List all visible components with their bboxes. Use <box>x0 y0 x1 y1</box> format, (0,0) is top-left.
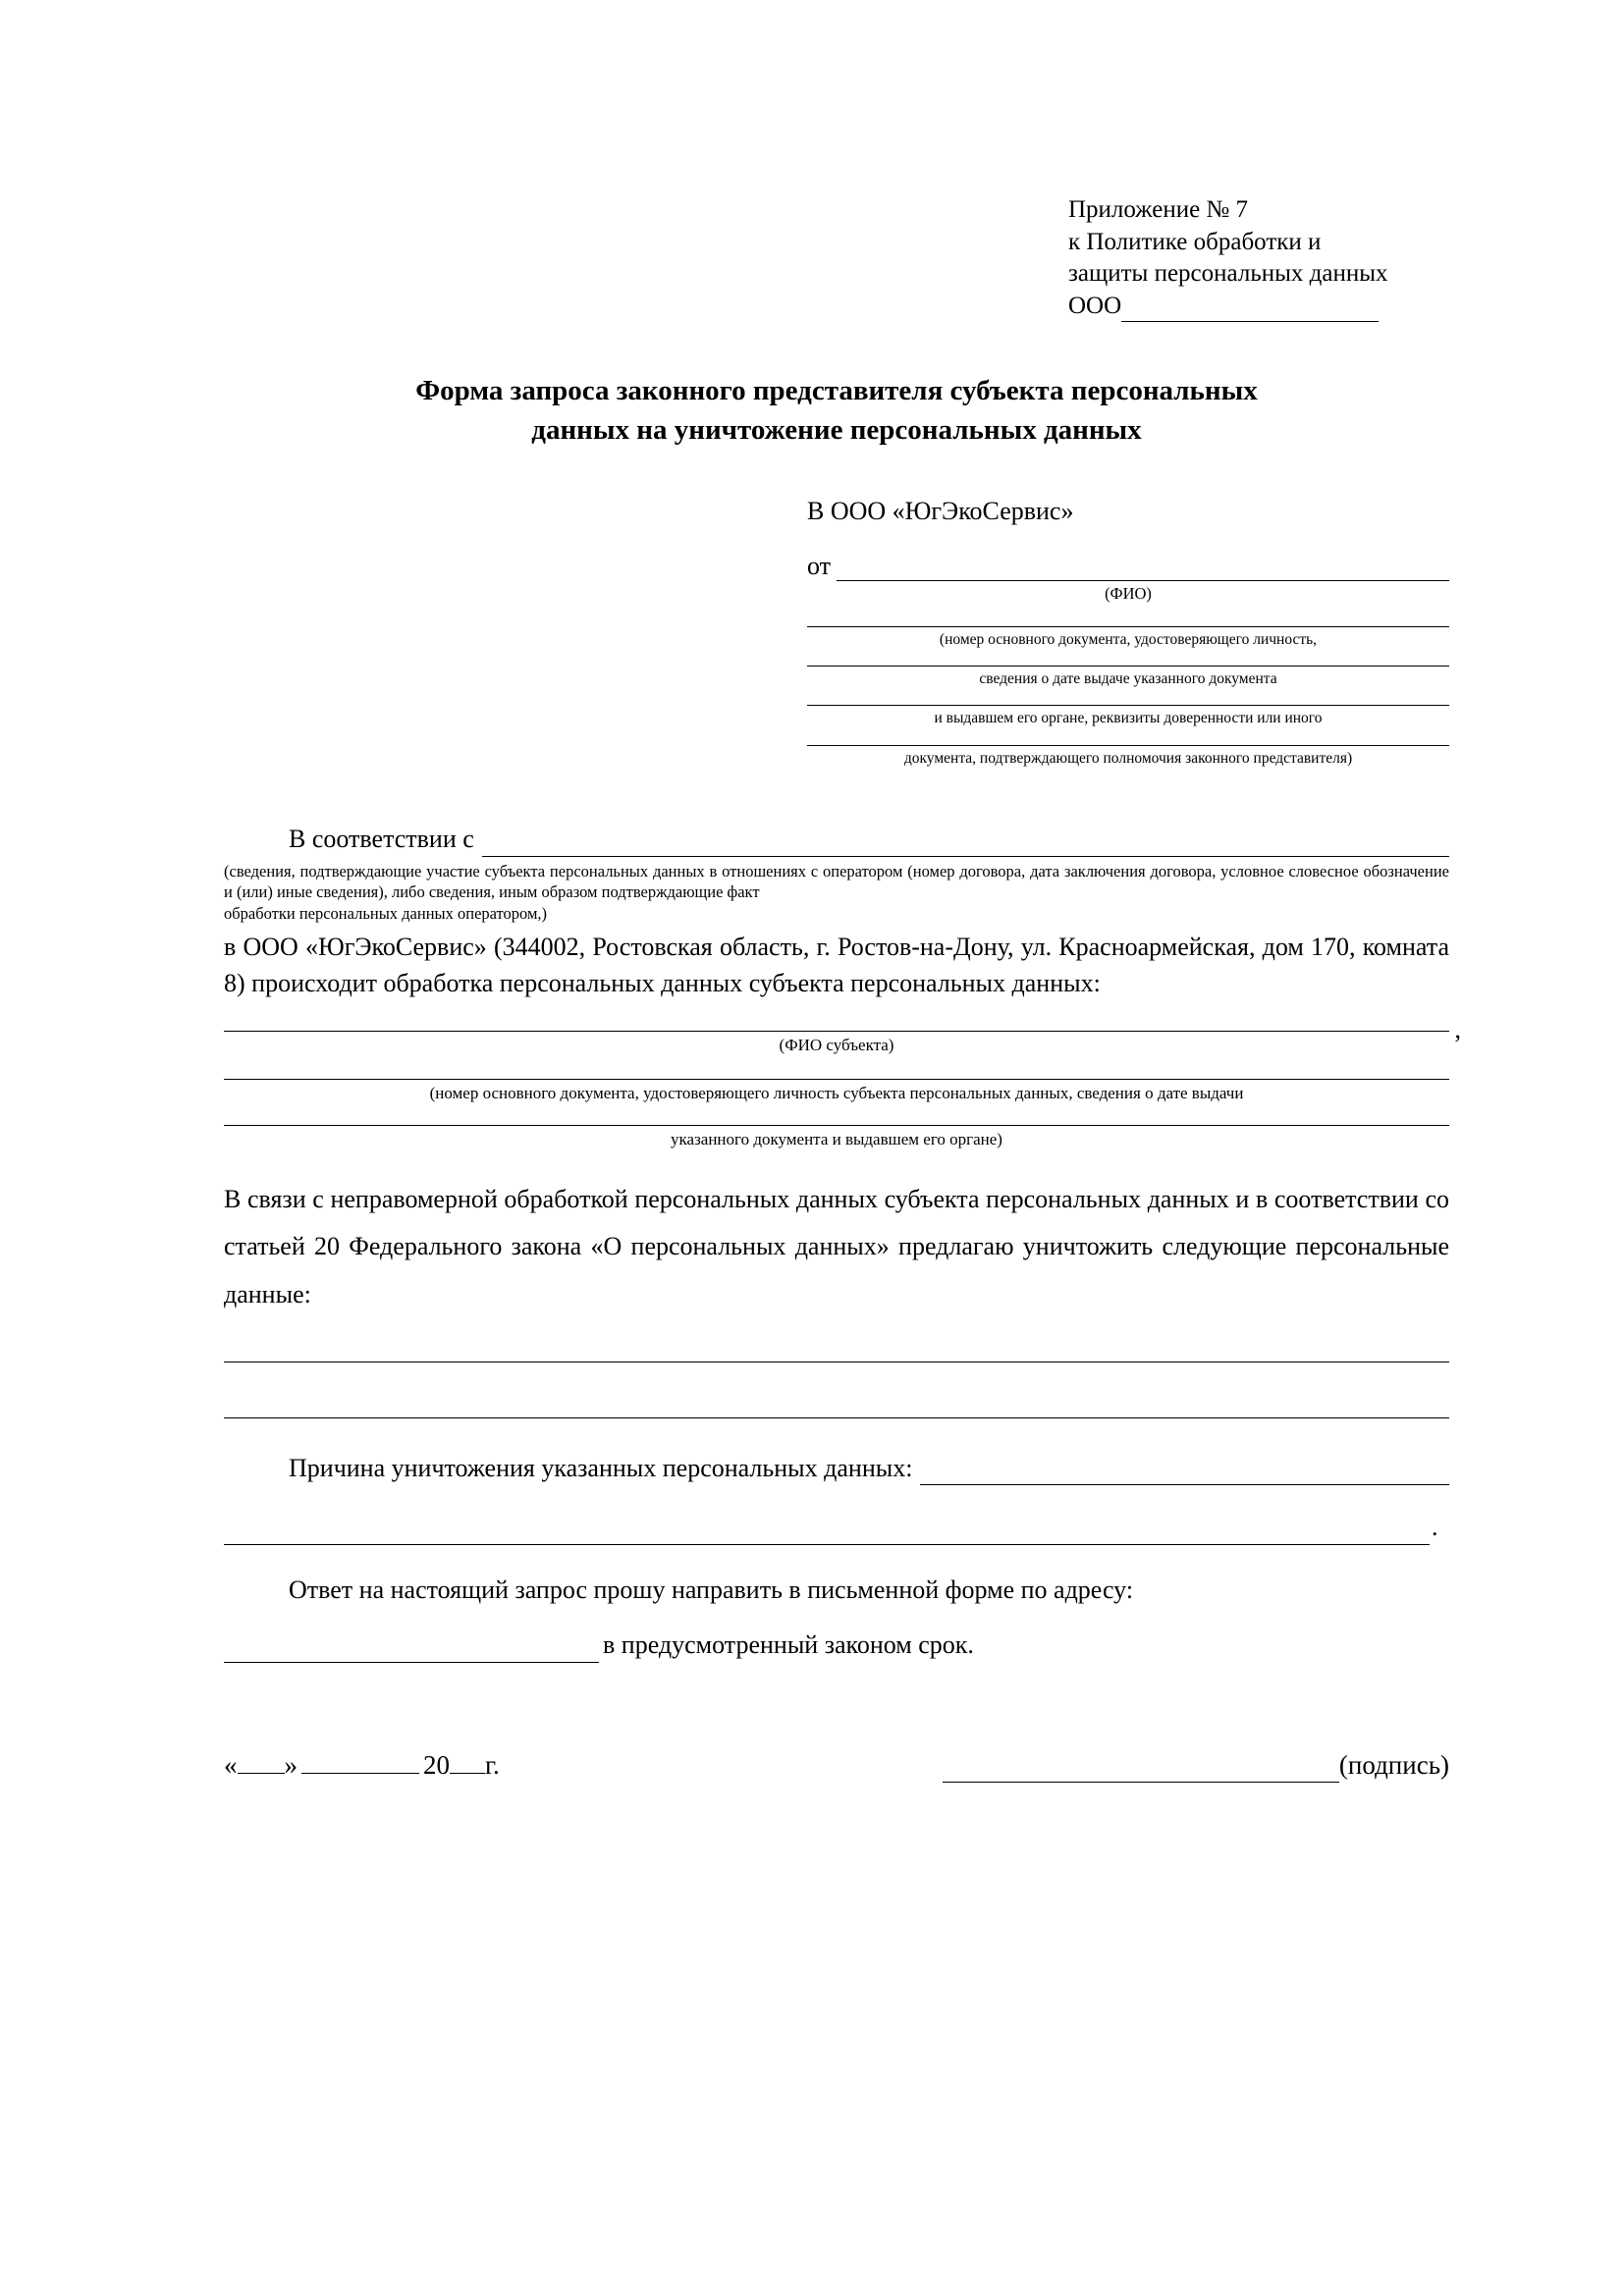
signature-caption: (подпись) <box>1338 1749 1449 1780</box>
reason-period: . <box>1432 1513 1438 1542</box>
answer-paragraph: Ответ на настоящий запрос прошу направить в письменной форме по адресу: <box>289 1575 1134 1605</box>
subject-fio-field[interactable] <box>224 1015 1461 1044</box>
caption-doc-number: (номер основного документа, удостоверяющего личность, <box>939 630 1318 648</box>
from-doc-power-field[interactable] <box>807 745 1449 746</box>
caption-subject-doc-2: указанного документа и выдавшем его органе) <box>671 1129 1002 1148</box>
quote-open: « <box>224 1749 238 1780</box>
year-prefix: 20 <box>423 1749 450 1780</box>
appendix-policy-line-1: к Политике обработки и <box>1068 228 1322 255</box>
appendix-number: Приложение № 7 <box>1068 196 1249 223</box>
date-field[interactable] <box>224 1747 500 1783</box>
signature-field[interactable] <box>943 1762 1339 1783</box>
answer-address-tail: в предусмотренный законом срок. <box>603 1629 974 1659</box>
document-content <box>224 194 1461 1783</box>
note-line-3: обработки персональных данных оператором,) <box>224 903 548 923</box>
document-body <box>224 823 1461 1783</box>
in-accordance-note <box>224 861 1449 924</box>
caption-subject-doc: (номер основного документа, удостоверяющего личность субъекта персональных данных, сведения о дате выдачи <box>429 1083 1244 1102</box>
page-title <box>224 371 1449 450</box>
reason-field-2[interactable] <box>224 1524 1430 1545</box>
reason-row <box>224 1452 1449 1486</box>
in-accordance-row <box>224 823 1449 857</box>
subject-fio-comma: , <box>1454 1015 1461 1044</box>
appendix-company-blank <box>1121 299 1379 322</box>
from-doc-number-field[interactable] <box>807 626 1449 627</box>
caption-doc-organ: и выдавшем его органе, реквизиты доверенности или иного <box>934 710 1323 727</box>
note-line-1: (сведения, подтверждающие участие субъекта персональных данных в отношениях с оператором (номер договора, дата <box>224 861 1060 881</box>
operator-paragraph: в ООО «ЮгЭкоСервис» (344002, Ростовская область, г. Ростов-на-Дону, ул. Красноармейская, дом 170, комната 8) происходит обработка персональных данных субъекта персональных данных: <box>224 933 1449 997</box>
year-blank[interactable] <box>450 1753 485 1774</box>
note-line-2: заключения договора, условное словесное обозначение и (или) иные сведения), либо сведения, иным образом подтверждающие факт <box>224 861 1449 902</box>
appendix-company-line <box>1068 291 1449 323</box>
month-blank[interactable] <box>301 1753 419 1774</box>
in-accordance-label: В соответствии с <box>289 825 474 854</box>
reason-label: Причина уничтожения указанных персональных данных: <box>289 1453 913 1482</box>
caption-doc-date: сведения о дате выдаче указанного документа <box>979 670 1277 688</box>
signature-row <box>224 1747 1449 1783</box>
from-label: от <box>807 552 832 581</box>
answer-address-row <box>224 1629 1449 1663</box>
request-paragraph: В связи с неправомерной обработкой персональных данных субъекта персональных данных и в соответствии со статьей 20 Федерального закона «О персональных данных» предлагаю уничтожить следующие персональные данные: <box>224 1185 1449 1308</box>
from-fio-field[interactable] <box>837 561 1449 581</box>
appendix-policy-line-2: защиты персональных данных <box>1068 260 1388 287</box>
caption-fio: (ФИО) <box>1105 584 1152 604</box>
page-title-line-1: Форма запроса законного представителя субъекта персональных <box>415 375 1258 406</box>
caption-subject-fio: (ФИО субъекта) <box>779 1036 894 1055</box>
reason-field-1[interactable] <box>920 1465 1449 1485</box>
from-doc-date-field[interactable] <box>807 666 1449 667</box>
subject-doc-organ-field[interactable] <box>224 1125 1449 1126</box>
subject-doc-field[interactable] <box>224 1079 1449 1080</box>
addressee-block <box>807 497 1449 768</box>
quote-close: » <box>284 1749 298 1780</box>
answer-address-field[interactable] <box>224 1642 599 1663</box>
caption-doc-power: документа, подтверждающего полномочия законного представителя) <box>903 749 1353 767</box>
appendix-company-label: ООО <box>1068 292 1122 319</box>
page-title-line-2: данных на уничтожение персональных данных <box>531 414 1142 447</box>
year-suffix: г. <box>485 1749 500 1780</box>
reason-row-2 <box>224 1511 1449 1545</box>
day-blank[interactable] <box>238 1753 285 1774</box>
data-to-destroy-line-2[interactable] <box>224 1417 1449 1418</box>
appendix-header <box>1068 194 1449 322</box>
in-accordance-field[interactable] <box>482 836 1449 857</box>
addressee-company: В ООО «ЮгЭкоСервис» <box>807 497 1074 526</box>
from-row <box>807 552 1449 581</box>
from-doc-organ-field[interactable] <box>807 705 1449 706</box>
